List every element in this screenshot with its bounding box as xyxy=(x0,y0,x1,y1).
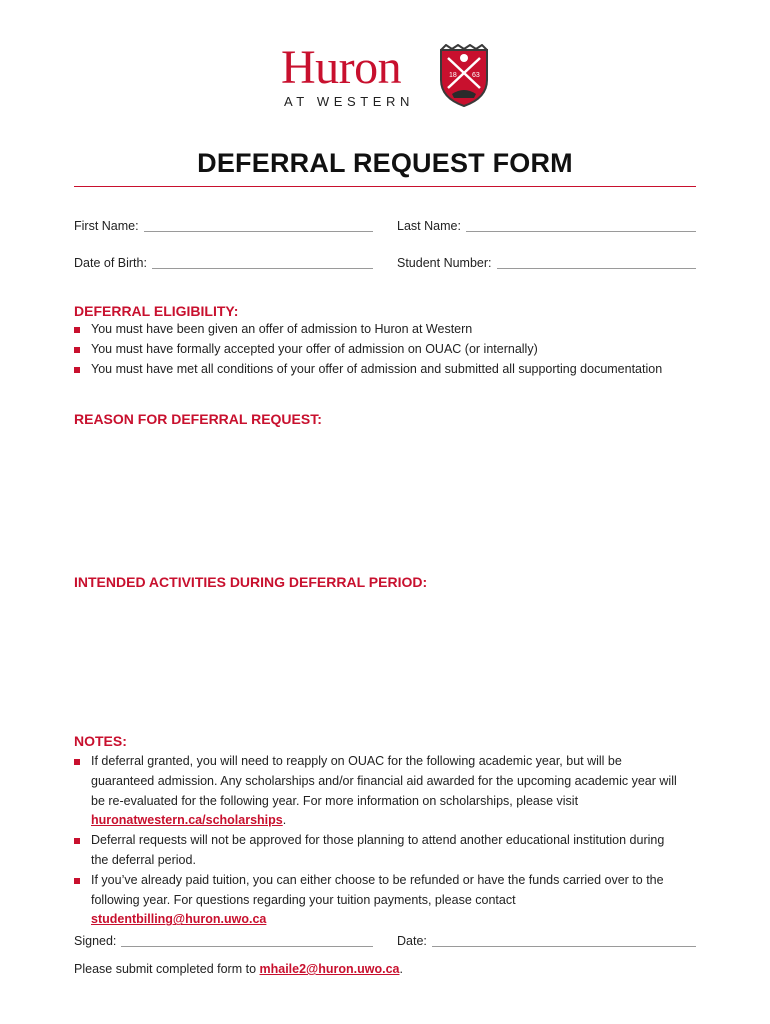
eligibility-list xyxy=(74,320,714,379)
scholarships-link[interactable]: huronatwestern.ca/scholarships xyxy=(91,813,283,828)
list-item xyxy=(74,831,684,871)
date-of-birth-field[interactable] xyxy=(74,256,373,269)
date-of-birth-input-line[interactable] xyxy=(152,256,373,269)
reason-text-area[interactable] xyxy=(74,432,696,562)
date-input-line[interactable] xyxy=(432,934,696,947)
notes-heading: NOTES: xyxy=(74,733,127,749)
signed-input-line[interactable] xyxy=(121,934,373,947)
signed-field[interactable] xyxy=(74,934,373,947)
list-item: You must have been given an offer of admission to Huron at Western xyxy=(74,320,714,340)
crest-year-right: 63 xyxy=(472,72,480,79)
submit-instructions xyxy=(74,963,403,976)
submit-email-link[interactable]: mhaile2@huron.uwo.ca xyxy=(259,962,400,976)
student-billing-email-link[interactable]: studentbilling@huron.uwo.ca xyxy=(91,912,267,927)
activities-text-area[interactable] xyxy=(74,595,696,720)
last-name-label: Last Name: xyxy=(397,218,461,233)
student-number-label: Student Number: xyxy=(397,255,492,270)
signed-label: Signed: xyxy=(74,933,117,948)
page-title: DEFERRAL REQUEST FORM xyxy=(197,148,573,178)
student-number-field[interactable] xyxy=(397,256,696,269)
last-name-input-line[interactable] xyxy=(466,219,696,232)
note-text: If you’ve already paid tuition, you can either choose to be refunded or have the funds carried over to the following year. For questions regarding your tuition payments, please contact xyxy=(91,872,664,907)
title-divider xyxy=(74,186,696,187)
first-name-field[interactable] xyxy=(74,219,373,232)
list-item xyxy=(74,871,684,930)
crest-year-left: 18 xyxy=(449,72,457,79)
first-name-input-line[interactable] xyxy=(144,219,373,232)
logo-wordmark: Huron xyxy=(281,41,402,94)
note-text: If deferral granted, you will need to reapply on OUAC for the following academic year, but will be guaranteed admission. Any scholarships and/or financial aid awarded for the upcoming academic year will be re-evaluated for the following year. For more information on scholarships, please visit xyxy=(91,754,677,808)
date-field[interactable] xyxy=(397,934,696,947)
date-of-birth-label: Date of Birth: xyxy=(74,255,147,270)
submit-text: Please submit completed form to xyxy=(74,962,260,976)
activities-heading: INTENDED ACTIVITIES DURING DEFERRAL PERIOD: xyxy=(74,574,428,590)
crest-icon xyxy=(438,44,490,108)
submit-end: . xyxy=(399,962,403,976)
last-name-field[interactable] xyxy=(397,219,696,232)
note-text: Deferral requests will not be approved for those planning to attend another educational institution during the deferral period. xyxy=(91,833,665,867)
list-item xyxy=(74,752,684,831)
eligibility-heading: DEFERRAL ELIGIBILITY: xyxy=(74,303,239,319)
logo-subline: AT WESTERN xyxy=(284,94,415,109)
note-text: . xyxy=(282,813,287,828)
first-name-label: First Name: xyxy=(74,218,139,233)
notes-list xyxy=(74,752,684,930)
reason-heading: REASON FOR DEFERRAL REQUEST: xyxy=(74,411,322,427)
list-item: You must have met all conditions of your offer of admission and submitted all supporting documentation xyxy=(74,360,714,380)
student-number-input-line[interactable] xyxy=(497,256,697,269)
list-item: You must have formally accepted your offer of admission on OUAC (or internally) xyxy=(74,340,714,360)
date-label: Date: xyxy=(397,933,427,948)
